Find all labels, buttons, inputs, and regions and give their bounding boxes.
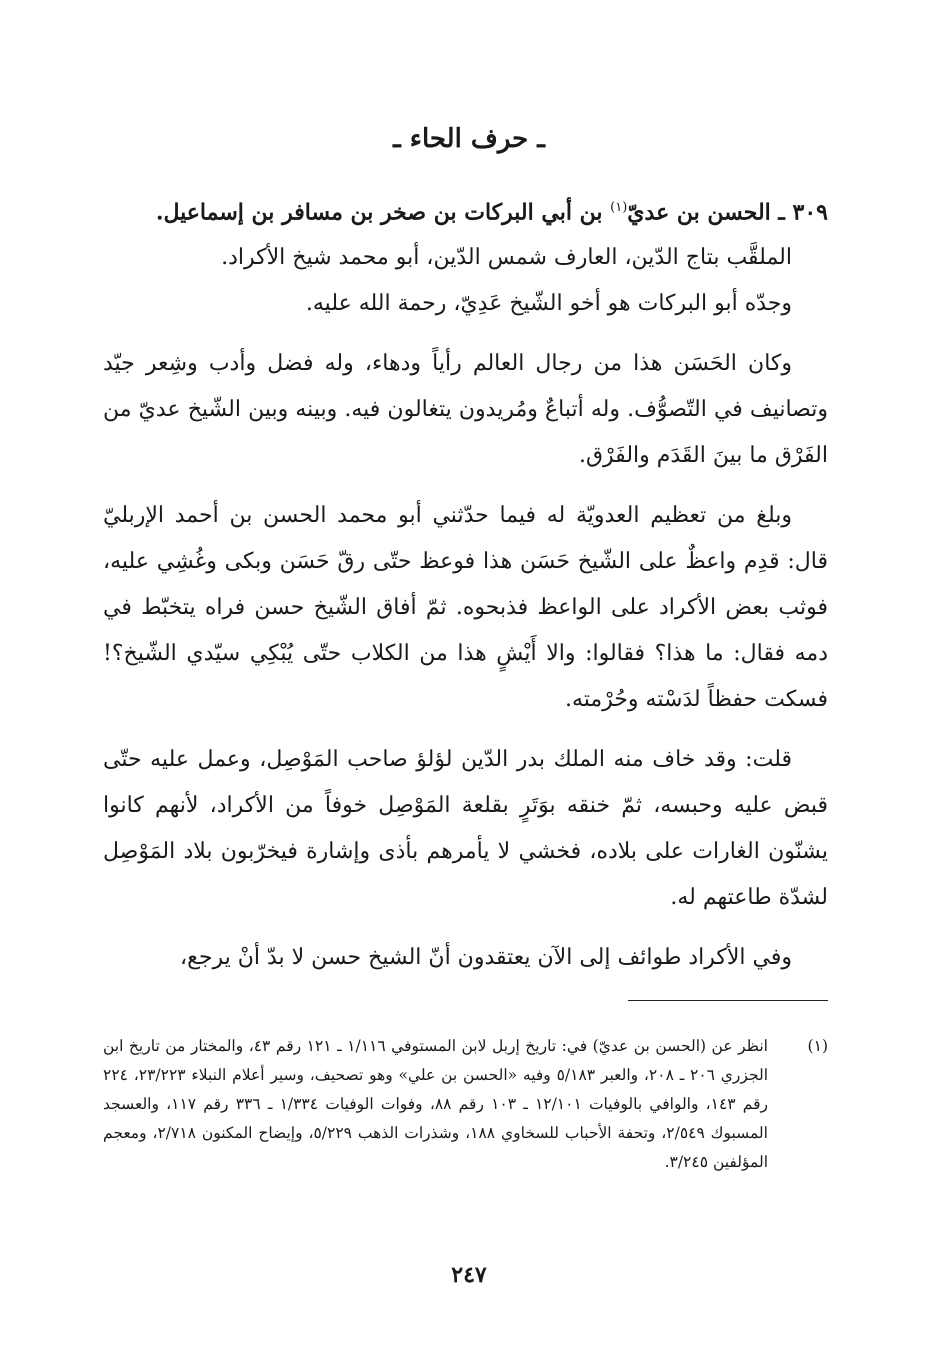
- paragraph-grandfather: وجدّه أبو البركات هو أخو الشّيخ عَدِيّ، رحمة الله عليه.: [305, 291, 792, 317]
- paragraph-description: وكان الحَسَن هذا من رجال العالم رأياً ودهاء، وله فضل وأدب وشِعر جيّد وتصانيف في التّصوُّف. وله أتباعٌ ومُريدون يتغالون فيه. وبينه وبين الشّيخ عديّ من الفَرْق ما بينَ القَدَم والفَرْق.: [103, 351, 828, 469]
- entry-heading: [103, 185, 828, 235]
- paragraph-titles: الملقَّب بتاج الدّين، العارف شمس الدّين، أبو محمد شيخ الأكراد.: [221, 245, 792, 271]
- paragraph-death: قلت: وقد خاف منه الملك بدر الدّين لؤلؤ صاحب المَوْصِل، وعمل عليه حتّى قبض عليه وحبسه، ثمّ خنقه بوَتَرٍ بقلعة المَوْصِل خوفاً من الأكراد، لأنهم كانوا يشنّون الغارات على بلاده، فخشي لا يأمرهم بأذى وإشارة فيخرّبون بلاد المَوْصِل لشدّة طاعتهم له.: [103, 747, 828, 911]
- entry-number: ٣٠٩: [792, 199, 828, 226]
- main-text: [103, 185, 828, 981]
- footnote: [103, 1032, 828, 1177]
- footnote-text: انظر عن (الحسن بن عديّ) في: تاريخ إربل لابن المستوفي ١/١١٦ ـ ١٢١ رقم ٤٣، والمختار من تاريخ ابن الجزري ٢٠٦ ـ ٢٠٨، والعبر ٥/١٨٣ وفيه «الحسن بن علي» وهو تصحيف، وسير أعلام النبلاء ٢٣/٢٢٣، ٢٢٤ رقم ١٤٣، والوافي بالوفيات ١٢/١٠١ ـ ١٠٣ رقم ٨٨، وفوات الوفيات ١/٣٣٤ ـ ٣٣٦ رقم ١١٧، والعسجد المسبوك ٢/٥٤٩، وتحفة الأحباب للسخاوي ١٨٨، وشذرات الذهب ٥/٢٢٩، وإيضاح المكنون ٢/٧١٨، ومعجم المؤلفين ٣/٢٤٥.: [103, 1037, 769, 1171]
- chapter-title: ـ حرف الحاء ـ: [393, 124, 545, 154]
- footnote-divider: [628, 1000, 828, 1001]
- paragraph-belief: وفي الأكراد طوائف إلى الآن يعتقدون أنّ الشيخ حسن لا بدّ أنْ يرجع،: [180, 945, 792, 971]
- page-number: ٢٤٧: [451, 1262, 487, 1288]
- paragraph-anecdote: وبلغ من تعظيم العدويّة له فيما حدّثني أبو محمد الحسن بن أحمد الإربليّ قال: قدِم واعظٌ على الشّيخ حَسَن هذا فوعظ حتّى رقّ حَسَن وبكى وغُشِي عليه، فوثب بعض الأكراد على الواعظ فذبحوه. ثمّ أفاق الشّيخ حسن فراه يتخبّط في دمه فقال: ما هذا؟ فقالوا: والا أَيْشٍ هذا من الكلاب حتّى يُبْكِي سيّدي الشّيخ؟! فسكت حفظاً لدَسْته وحُرْمته.: [103, 503, 828, 713]
- footnote-marker: (١): [807, 1037, 828, 1055]
- footnote-reference[interactable]: (١): [610, 200, 628, 215]
- entry-name: ـ الحسن بن عديّ: [627, 199, 785, 226]
- entry-lineage: بن أبي البركات بن صخر بن مسافر بن إسماعيل.: [155, 199, 611, 226]
